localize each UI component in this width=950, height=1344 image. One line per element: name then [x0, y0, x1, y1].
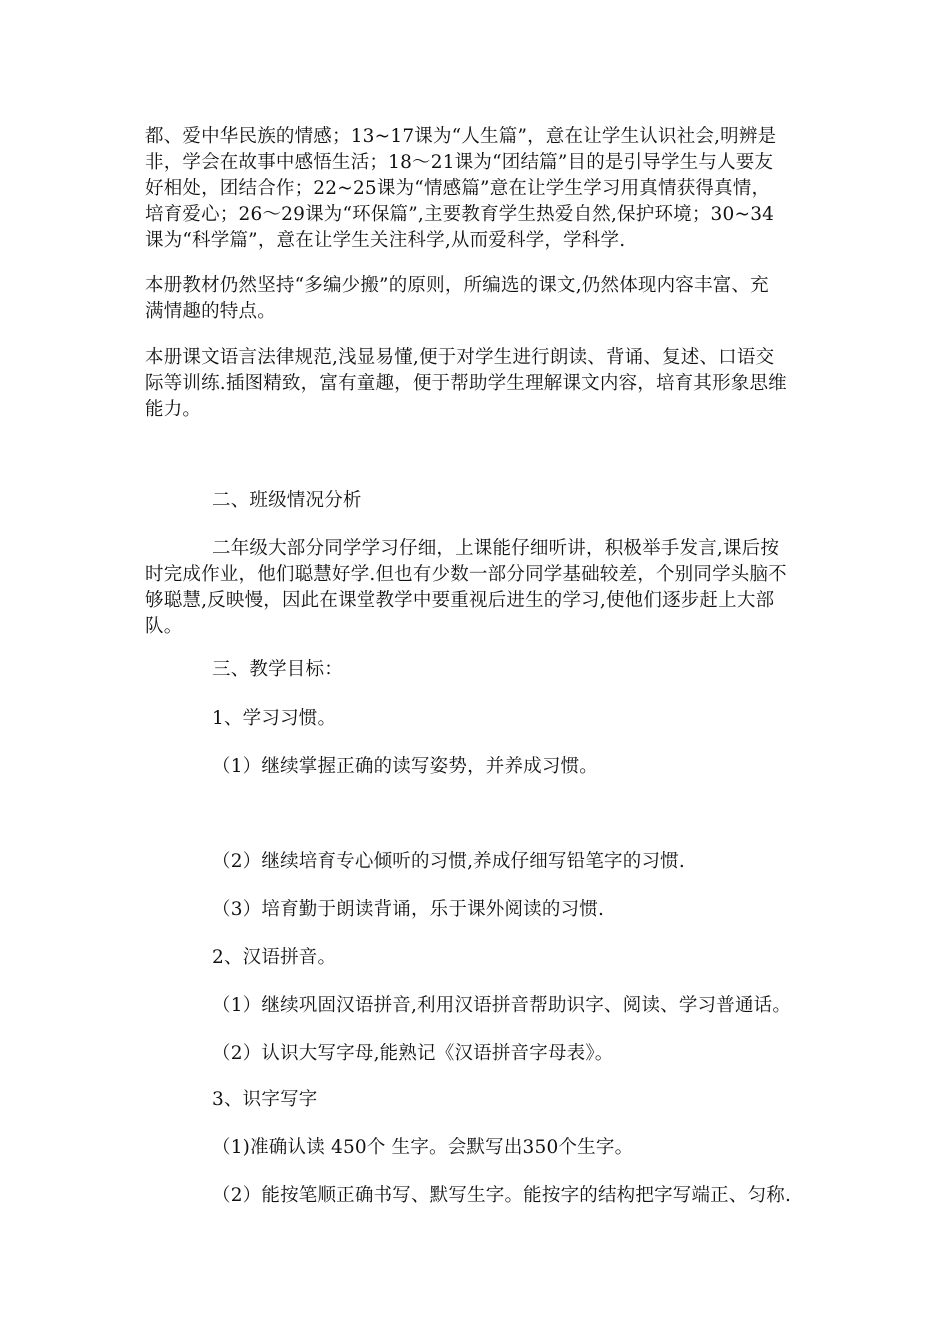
list-item: （1）继续掌握正确的读写姿势，并养成习惯。	[212, 756, 598, 777]
list-item: （3）培育勤于朗读背诵，乐于课外阅读的习惯.	[212, 899, 605, 920]
text-line: 时完成作业，他们聪慧好学.但也有少数一部分同学基础较差，个别同学头脑不	[145, 564, 787, 585]
text-line: 够聪慧,反映慢，因此在课堂教学中要重视后进生的学习,使他们逐步赶上大部	[145, 590, 775, 611]
text-line: 培育爱心；26～29课为“环保篇”,主要教育学生热爱自然,保护环境；30~34	[145, 204, 775, 225]
text-line: 际等训练.插图精致，富有童趣，便于帮助学生理解课文内容，培育其形象思维	[145, 373, 787, 394]
text-line: 都、爱中华民族的情感；13~17课为“人生篇”，意在让学生认识社会,明辨是	[145, 126, 777, 147]
text-line: 非，学会在故事中感悟生活；18～21课为“团结篇”目的是引导学生与人要友	[145, 152, 774, 173]
list-item: （2）认识大写字母,能熟记《汉语拼音字母表》。	[212, 1043, 614, 1064]
text-line: 满情趣的特点。	[145, 301, 276, 322]
subheading-pinyin: 2、汉语拼音。	[212, 947, 337, 968]
text-line: 课为“科学篇”，意在让学生关注科学,从而爱科学，学科学.	[145, 230, 626, 251]
text-line: 本册教材仍然坚持“多编少搬”的原则，所编选的课文,仍然体现内容丰富、充	[145, 275, 769, 296]
list-item: （2）能按笔顺正确书写、默写生字。能按字的结构把字写端正、匀称.	[212, 1185, 792, 1206]
section-heading-class-analysis: 二、班级情况分析	[212, 490, 362, 511]
text-line: 好相处，团结合作；22~25课为“情感篇”意在让学生学习用真情获得真情，	[145, 178, 771, 199]
text-line: 能力。	[145, 399, 202, 420]
list-item: （1）继续巩固汉语拼音,利用汉语拼音帮助识字、阅读、学习普通话。	[212, 995, 792, 1016]
text-line: 本册课文语言法律规范,浅显易懂,便于对学生进行朗读、背诵、复述、口语交	[145, 347, 775, 368]
text-line: 二年级大部分同学学习仔细，上课能仔细听讲，积极举手发言,课后按	[212, 538, 780, 559]
text-line: 队。	[145, 616, 183, 637]
list-item: （2）继续培育专心倾听的习惯,养成仔细写铅笔字的习惯.	[212, 851, 685, 872]
paragraph-lesson-themes	[145, 124, 810, 254]
paragraph-textbook-principle	[145, 273, 810, 325]
list-item: （1)准确认读 450个 生字。会默写出350个生字。	[212, 1137, 634, 1158]
section-heading-teaching-goals: 三、教学目标：	[212, 659, 343, 680]
subheading-study-habits: 1、学习习惯。	[212, 708, 337, 729]
paragraph-language-features	[145, 345, 810, 423]
subheading-literacy-writing: 3、识字写字	[212, 1089, 318, 1110]
paragraph-class-analysis	[145, 536, 810, 640]
